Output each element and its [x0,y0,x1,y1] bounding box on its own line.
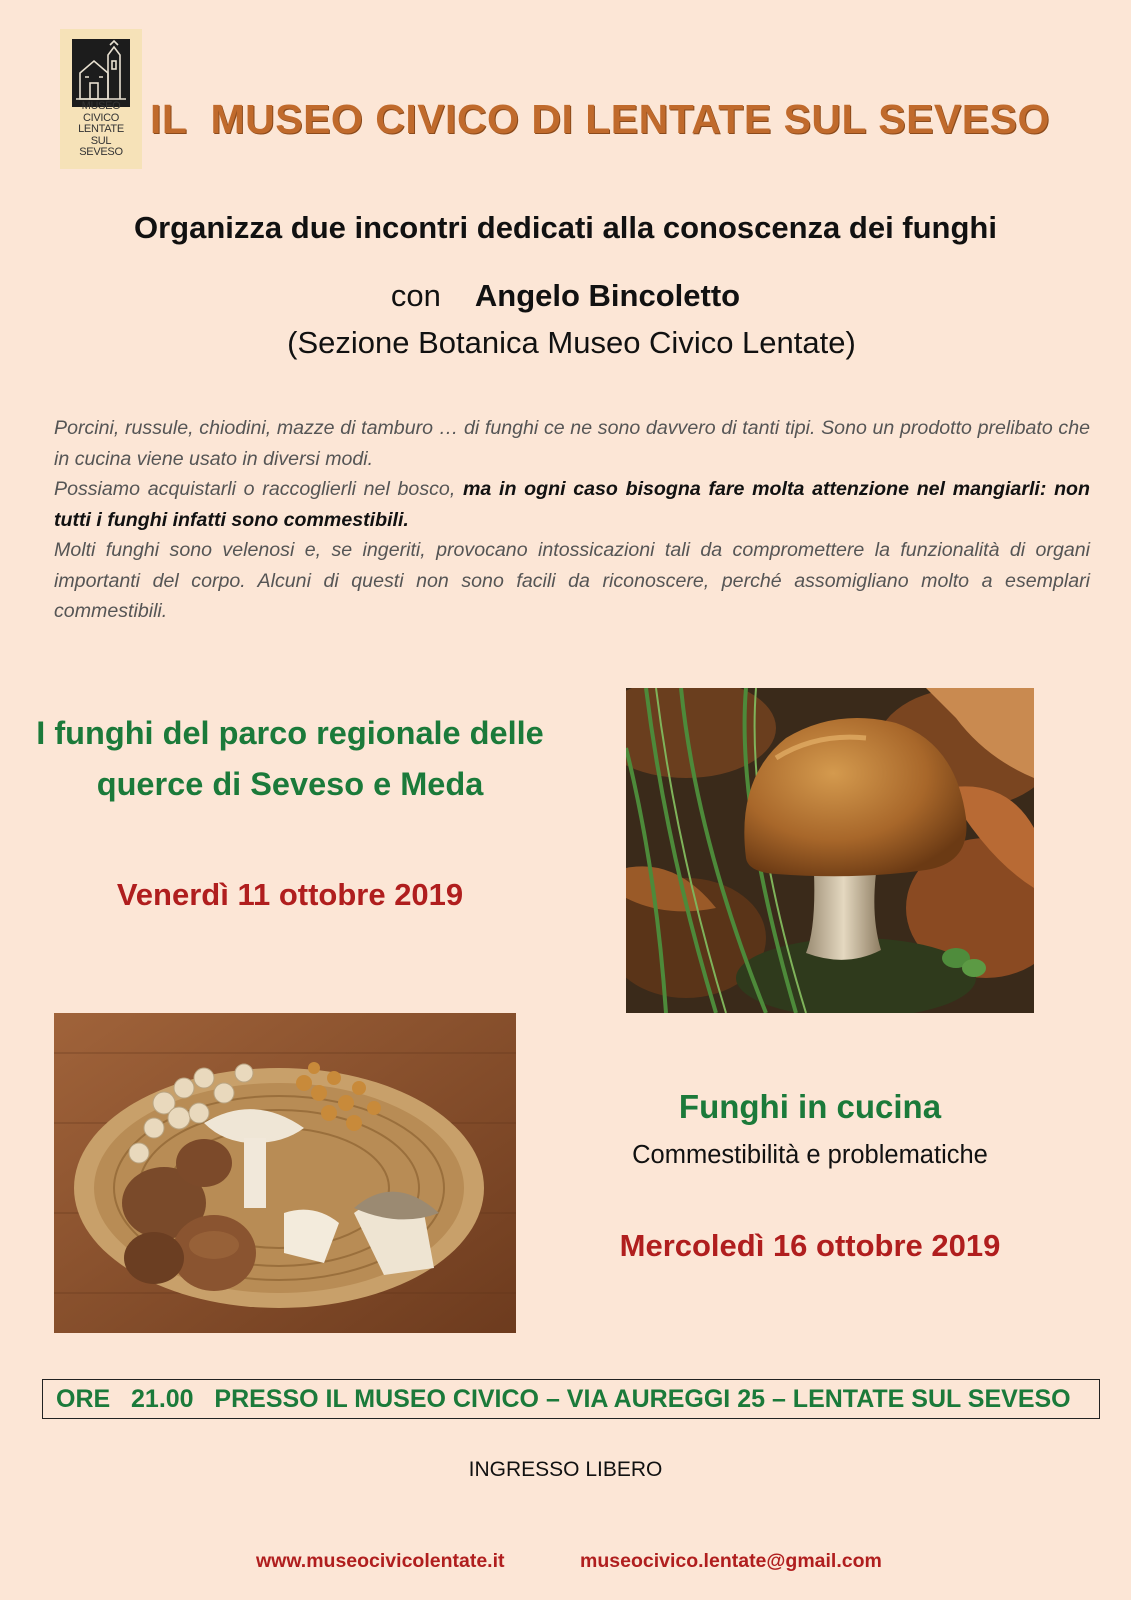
mushroom-basket-photo [54,1013,516,1333]
event1-title: I funghi del parco regionale delle querce di Seveso e Meda [36,715,544,802]
intro-plain-text: Possiamo acquistarli o raccoglierli nel bosco, [54,478,463,500]
free-entry-notice: INGRESSO LIBERO [468,1458,663,1481]
intro-paragraph-3: Molti funghi sono velenosi e, se ingeriti, provocano intossicazioni tali da compromettere la funzionalità di organi importanti del corpo. Alcuni di questi non sono facili da riconoscere, perché assomigliano molto a esemplari commestibili. [54,539,1090,622]
event1-date: Venerdì 11 ottobre 2019 [116,877,464,912]
event2-date: Mercoledì 16 ottobre 2019 [619,1228,1001,1263]
intro-text [54,413,1090,627]
subtitle: Organizza due incontri dedicati alla conoscenza dei funghi [134,210,997,245]
intro-warning-text: ma in ogni caso bisogna fare molta attenzione nel mangiarli: non tutti i funghi infatti sono commestibili. [54,478,1090,531]
logo-text: MUSEO CIVICO LENTATE SUL SEVESO [78,100,124,158]
presenter-affiliation: (Sezione Botanica Museo Civico Lentate) [287,325,856,360]
email-link[interactable]: museocivico.lentate@gmail.com [580,1550,882,1572]
event2-subtitle: Commestibilità e problematiche [632,1141,988,1169]
event2-title: Funghi in cucina [678,1088,942,1125]
presenter-line [0,278,1131,314]
porcino-photo [626,688,1034,1013]
intro-paragraph-2 [54,474,1090,535]
website-link[interactable]: www.museocivicolentate.it [256,1550,505,1572]
presenter-prefix: con [390,278,441,313]
intro-paragraph-1: Porcini, russule, chiodini, mazze di tamburo … di funghi ce ne sono davvero di tanti tipi. Sono un prodotto prelibato che in cucina viene usato in diversi modi. [54,417,1090,470]
page-title: IL MUSEO CIVICO DI LENTATE SUL SEVESO [150,96,1050,142]
church-icon [72,39,130,107]
museum-logo [60,29,142,169]
event-info-box: ORE 21.00 PRESSO IL MUSEO CIVICO – VIA AUREGGI 25 – LENTATE SUL SEVESO [42,1379,1100,1419]
presenter-name: Angelo Bincoletto [474,278,741,313]
